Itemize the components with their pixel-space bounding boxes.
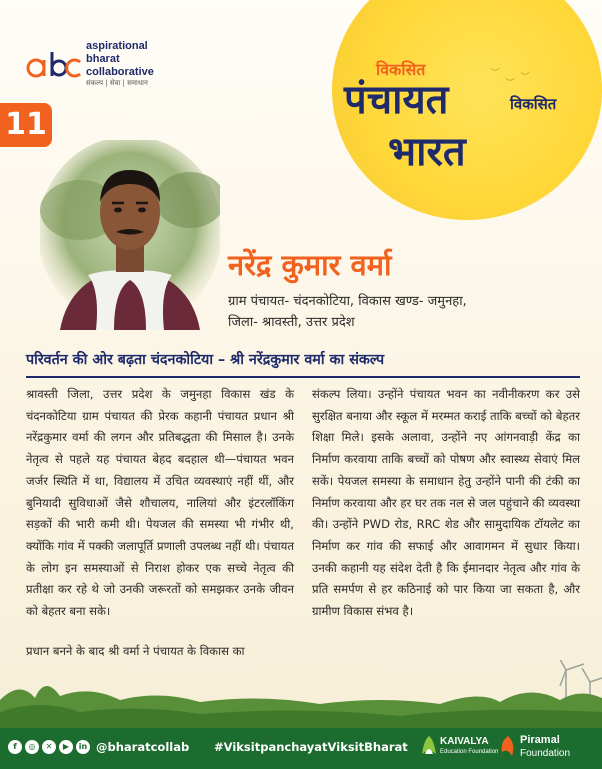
logo-wordmark bbox=[86, 40, 154, 79]
abc-logo bbox=[26, 40, 196, 92]
kaivalya-mark-icon bbox=[420, 734, 438, 756]
title-panchayat: पंचायत bbox=[344, 76, 449, 123]
article-right-column bbox=[312, 384, 580, 623]
instagram-icon[interactable]: ◎ bbox=[25, 740, 39, 754]
youtube-icon[interactable]: ▶ bbox=[59, 740, 73, 754]
title-viksit-right: विकसित bbox=[510, 95, 557, 113]
article-paragraph: श्रावस्ती जिला, उत्तर प्रदेश के जमुनहा विकास खंड के चंदनकोटिया ग्राम पंचायत की प्रेरक कहानी पंचायत प्रधान श्री नरेंद्रकुमार वर्मा की लगन और प्रतिबद्धता की मिसाल है। उनके नेतृत्व से पहले यह पंचायत बेहद बदहाल थी—पंचायत भवन जर्जर स्थिति में था, विद्यालय में उचित व्यवस्थाएं नहीं थीं, और बुनियादी सुविधाओं जैसे शौचालय, नालियां और इंटरलॉकिंग सड़कों की भारी कमी थी। पेयजल की समस्या भी गंभीर थी, क्योंकि गांव में पक्की जलापूर्ति प्रणाली उपलब्ध नहीं थी। पंचायत के लोग इन समस्याओं से निराश होकर एक सच्चे नेतृत्व की प्रतीक्षा कर रहे थे जो उनकी जरूरतों को समझकर उनके जीवन को बेहतर बना सके। bbox=[26, 387, 294, 619]
logo-line-1: aspirational bbox=[86, 40, 148, 52]
title-viksit-top: विकसित bbox=[376, 60, 426, 79]
linkedin-icon[interactable]: in bbox=[76, 740, 90, 754]
bird-icon: ︶ bbox=[505, 78, 515, 89]
article-paragraph: संकल्प लिया। उन्होंने पंचायत भवन का नवीनीकरण कर उसे सुरक्षित बनाया और स्कूल में मरम्मत कराई ताकि बच्चों को बेहतर शिक्षा मिले। इसके अलावा, उन्होंने नए आंगनवाड़ी केंद्र का निर्माण करवाया ताकि बच्चों को पोषण और स्वास्थ्य सेवाएं मिल सकें। पेयजल समस्या के समाधान हेतु उन्होंने पानी की टंकी का निर्माण करवाया और हर घर तक नल से जल पहुंचाने की व्यवस्था की। उन्होंने PWD रोड, RRC शेड और सामुदायिक टॉयलेट का निर्माण कर गांव की सफाई और आवागमन में सुधार किया। उनकी कहानी यह संदेश देती है कि ईमानदार नेतृत्व और गांव के प्रति समर्पण से हर कठिनाई को पार किया जा सकता है, और ग्रामीण विकास संभव है। bbox=[312, 387, 580, 619]
bird-icon: ︶ bbox=[490, 68, 500, 79]
piramal-mark-icon bbox=[498, 734, 518, 758]
location-line-2: जिला- श्रावस्ती, उत्तर प्रदेश bbox=[228, 315, 355, 330]
article-paragraph: प्रधान बनने के बाद श्री वर्मा ने पंचायत के विकास का bbox=[26, 643, 245, 658]
kaivalya-logo bbox=[420, 734, 499, 760]
piramal-subtitle: Foundation bbox=[520, 748, 571, 759]
social-icons bbox=[8, 740, 90, 756]
campaign-hashtag[interactable]: #ViksitpanchayatViksitBharat bbox=[214, 740, 408, 754]
bird-icon: ︶ bbox=[520, 72, 530, 83]
story-number-badge: 11 bbox=[0, 103, 52, 147]
x-icon[interactable]: ✕ bbox=[42, 740, 56, 754]
location-line-1: ग्राम पंचायत- चंदनकोटिया, विकास खण्ड- जमुनहा, bbox=[228, 294, 467, 309]
piramal-logo bbox=[498, 734, 571, 762]
abc-logo-mark-icon bbox=[26, 50, 82, 80]
article-left-column bbox=[26, 384, 294, 662]
kaivalya-subtitle: Education Foundation bbox=[440, 749, 499, 755]
profile-name: नरेंद्र कुमार वर्मा bbox=[228, 248, 392, 282]
title-divider bbox=[26, 376, 580, 378]
piramal-name: Piramal bbox=[520, 734, 560, 746]
grass-landscape bbox=[0, 660, 602, 730]
kaivalya-name: KAIVALYA bbox=[440, 736, 489, 747]
logo-tagline: संकल्प | सेवा | समाधान bbox=[86, 79, 148, 87]
facebook-icon[interactable]: f bbox=[8, 740, 22, 754]
article-title: परिवर्तन की ओर बढ़ता चंदनकोटिया – श्री नरेंद्रकुमार वर्मा का संकल्प bbox=[26, 352, 385, 368]
footer-bar bbox=[0, 728, 602, 769]
title-bharat: भारत bbox=[388, 128, 466, 175]
social-handle[interactable]: @bharatcollab bbox=[96, 740, 190, 754]
profile-photo bbox=[40, 140, 220, 330]
logo-line-3: collaborative bbox=[86, 66, 154, 78]
profile-location bbox=[228, 291, 588, 333]
logo-line-2: bharat bbox=[86, 53, 120, 65]
